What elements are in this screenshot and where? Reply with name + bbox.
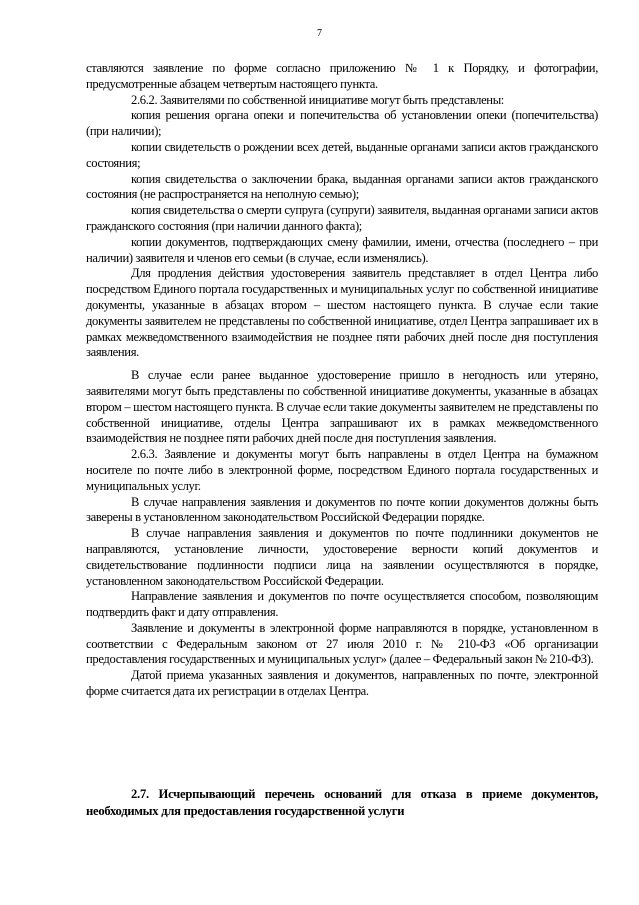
list-item-death-certificate: копия свидетельства о смерти супруга (супруги) заявителя, выданная органами записи актов гражданского состояния (при наличии данного факта); [86, 203, 598, 233]
body-text [86, 61, 598, 700]
list-item-guardianship-decision: копия решения органа опеки и попечительства об установлении опеки (попечительства) (при наличии); [86, 108, 598, 139]
paragraph-electronic-form: Заявление и документы в электронной форме направляются в порядке, установленном в соответствии с Федеральным законом от 27 июля 2010 г. № 210-ФЗ «Об организации предоставления государственных и муниципальных услуг» (далее – Федеральный закон № 210-ФЗ). [86, 620, 598, 667]
list-item-marriage-certificate: копия свидетельства о заключении брака, выданная органами записи актов гражданского состояния (не распространяется на неполную семью); [86, 171, 598, 202]
paragraph-certificate-lost: В случае если ранее выданное удостоверение пришло в негодность или утеряно, заявителями могут быть представлены по собственной инициативе документы, указанные в абзацах втором – шестом настоящего пункта. В случае если такие документы заявителем не представлены по собственной инициативе, отделы Центра запрашивают их в рамках межведомственного взаимодействия не позднее пяти рабочих дней после дня поступления заявления. [86, 368, 598, 446]
paragraph-postal-method: Направление заявления и документов по почте осуществляется способом, позволяющим подтвердить факт и дату отправления. [86, 589, 598, 620]
paragraph-certificate-extension: Для продления действия удостоверения заявитель представляет в отдел Центра либо посредством Единого портала государственных и муниципальных услуг по собственной инициативе документы, указанные в абзацах втором – шестом настоящего пункта. В случае если такие документы заявителем не представлены по собственной инициативе, отдел Центра запрашивает их в рамках межведомственного взаимодействия не позднее пяти рабочих дней после дня поступления заявления. [86, 266, 598, 360]
paragraph-postal-copies: В случае направления заявления и документов по почте копии документов должны быть заверены в установленном законодательством Российской Федерации порядке. [86, 494, 598, 525]
section-heading-2-7: 2.7. Исчерпывающий перечень оснований для отказа в приеме документов, необходимых для предоставления государственной услуги [86, 787, 598, 818]
paragraph-2-6-2: 2.6.2. Заявителями по собственной инициативе могут быть представлены: [131, 92, 504, 107]
paragraph-postal-originals: В случае направления заявления и документов по почте подлинники документов не направляются, установление личности, удостоверение верности копий документов и свидетельствование подлинности подписи лица на заявлении осуществляются в порядке, установленном законодательством Российской Федерации. [86, 526, 598, 588]
paragraph-receipt-date: Датой приема указанных заявления и документов, направленных по почте, электронной форме считается дата их регистрации в отделах Центра. [86, 668, 598, 699]
paragraph-continuation: ставляются заявление по форме согласно приложению № 1 к Порядку, и фотографии, предусмотренные абзацем четвертым настоящего пункта. [86, 61, 598, 91]
paragraph-2-6-3: 2.6.3. Заявление и документы могут быть направлены в отдел Центра на бумажном носителе по почте либо в электронной форме, посредством Единого портала государственных и муниципальных услуг. [86, 447, 598, 493]
list-item-name-change-documents: копии документов, подтверждающих смену фамилии, имени, отчества (последнего – при наличии) заявителя и членов его семьи (в случае, если изменялись). [86, 234, 598, 265]
page-number: 7 [317, 28, 322, 39]
list-item-birth-certificates: копии свидетельств о рождении всех детей, выданные органами записи актов гражданского состояния; [86, 139, 598, 170]
